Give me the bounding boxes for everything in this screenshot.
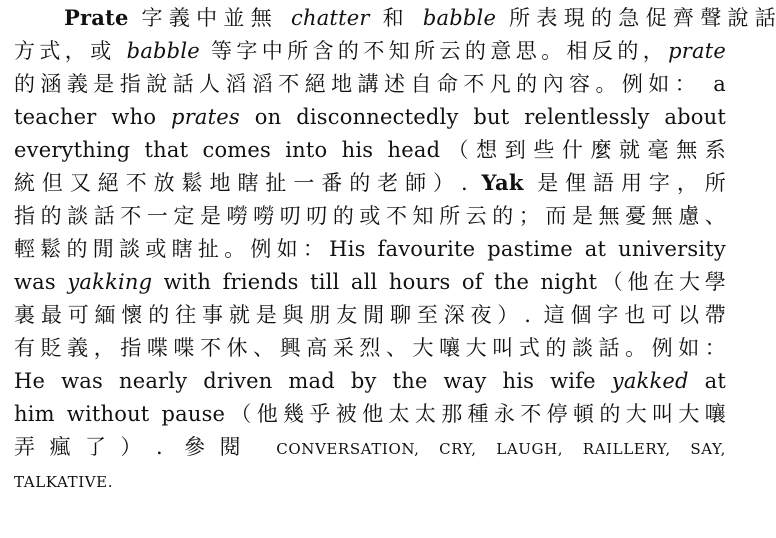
cross-reference: CONVERSATION, CRY, LAUGH, RAILLERY, SAY, bbox=[276, 440, 726, 458]
text-line-6 bbox=[14, 167, 726, 199]
headword-yak: Yak bbox=[481, 170, 524, 195]
headword-prate: Prate bbox=[64, 5, 129, 30]
italic-term: babble bbox=[126, 39, 200, 63]
text-segment: 和 bbox=[369, 6, 423, 30]
text-line-1 bbox=[14, 2, 776, 34]
text-segment: teacher who bbox=[14, 105, 172, 129]
text-segment: him without pause（他幾乎被他太太那種永不停頓的大叫大嚷 bbox=[14, 402, 726, 426]
italic-term: yakking bbox=[67, 270, 153, 294]
text-segment: at bbox=[688, 369, 727, 393]
text-line-13 bbox=[14, 398, 726, 430]
text-segment: 的涵義是指說話人滔滔不絕地講述自命不凡的內容。例如： a bbox=[14, 72, 726, 96]
text-segment: 等字中所含的不知所云的意思。相反的， bbox=[199, 39, 669, 63]
text-line-3 bbox=[14, 68, 726, 100]
text-line-14 bbox=[14, 431, 726, 463]
text-line-2 bbox=[14, 35, 726, 67]
text-line-5 bbox=[14, 134, 726, 166]
text-segment: 指的談話不一定是嘮嘮叨叨的或不知所云的；而是無憂無慮、 bbox=[14, 204, 726, 228]
text-segment: 裏最可緬懷的往事就是與朋友閒聊至深夜）. 這個字也可以帶 bbox=[14, 303, 726, 327]
text-line-12 bbox=[14, 365, 726, 397]
text-segment: everything that comes into his head（想到些什麼就毫無系 bbox=[14, 138, 726, 162]
italic-term: chatter bbox=[291, 6, 370, 30]
text-line-9 bbox=[14, 266, 726, 298]
italic-term: yakked bbox=[611, 369, 689, 393]
text-segment: with friends till all hours of the night（他在大學 bbox=[152, 270, 726, 294]
text-line-10 bbox=[14, 299, 726, 331]
text-line-11 bbox=[14, 332, 726, 364]
text-segment: 字義中並無 bbox=[128, 6, 292, 30]
text-line-7 bbox=[14, 200, 726, 232]
text-segment: 方式，或 bbox=[14, 39, 127, 63]
text-segment: 是俚語用字，所 bbox=[523, 171, 726, 195]
text-segment: 輕鬆的閒談或瞎扯。例如：His favourite pastime at university bbox=[14, 237, 726, 261]
italic-term: prate bbox=[668, 39, 726, 63]
text-segment: 統但又絕不放鬆地瞎扯一番的老師）. bbox=[14, 171, 482, 195]
text-segment: on disconnectedly but relentlessly about bbox=[239, 105, 726, 129]
text-segment: 弄瘋了）. 參閱 bbox=[14, 435, 277, 459]
text-line-4 bbox=[14, 101, 726, 133]
text-segment: was bbox=[14, 270, 68, 294]
italic-term: babble bbox=[422, 6, 497, 30]
text-line-15 bbox=[14, 470, 726, 494]
cross-reference: TALKATIVE. bbox=[14, 473, 114, 491]
text-segment: He was nearly driven mad by the way his wife bbox=[14, 369, 612, 393]
text-line-8 bbox=[14, 233, 726, 265]
italic-term: prates bbox=[171, 105, 240, 129]
text-segment: 所表現的急促齊聲說話 bbox=[496, 6, 776, 30]
text-segment: 有貶義，指喋喋不休、興高采烈、大嚷大叫式的談話。例如： bbox=[14, 336, 726, 360]
